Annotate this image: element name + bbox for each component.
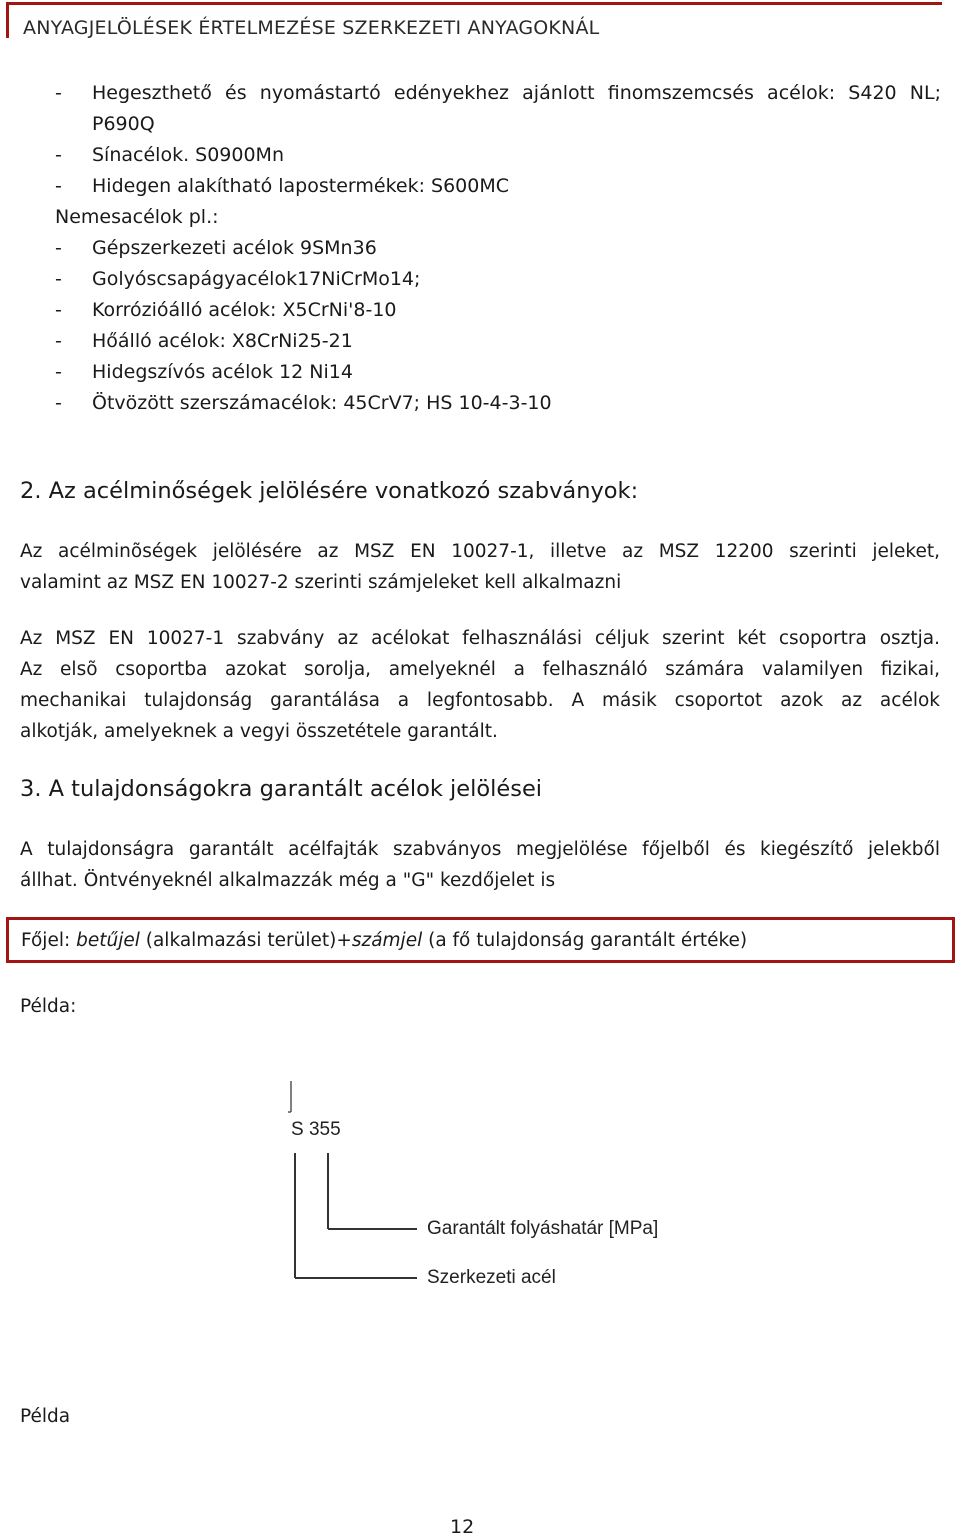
list-text-cont: P690Q (92, 113, 155, 135)
fojel-part2: (alkalmazási terület)+ (145, 930, 352, 951)
list-item (55, 357, 941, 388)
section-2-paragraph-2 (20, 623, 940, 747)
steel-list (55, 78, 941, 419)
section-3-paragraph (20, 834, 940, 896)
list-text: Korrózióálló acélok: X5CrNi'8-10 (92, 299, 397, 321)
paragraph-line: A tulajdonságra garantált acélfajták szabványos megjelölése főjelből és kiegészítő jelekből (20, 839, 940, 860)
list-dash: - (55, 392, 62, 414)
list-dash: - (55, 268, 62, 290)
nemesacelok-label: Nemesacélok pl.: (55, 206, 219, 228)
list-item (55, 78, 941, 140)
page-header (6, 2, 942, 38)
paragraph-line: Az MSZ EN 10027-1 szabvány az acélokat felhasználási céljuk szerint két csoportra osztja. (20, 628, 940, 649)
list-dash: - (55, 330, 62, 352)
paragraph-line: Az elsõ csoportba azokat sorolja, amelyeknél a felhasználó számára valamilyen fizikai, (20, 659, 940, 680)
list-item (55, 171, 941, 202)
designation-diagram (280, 1075, 700, 1305)
example-label-2: Példa (20, 1406, 71, 1427)
paragraph-line: állhat. Öntvényeknél alkalmazzák még a "G" kezdőjelet is (20, 870, 556, 891)
paragraph-line: Az acélminõségek jelölésére az MSZ EN 10027-1, illetve az MSZ 12200 szerinti jeleket, (20, 541, 940, 562)
list-text: Ötvözött szerszámacélok: 45CrV7; HS 10-4-3-10 (92, 392, 552, 414)
list-dash: - (55, 175, 62, 197)
diagram-label-yield-strength: Garantált folyáshatár [MPa] (427, 1218, 659, 1239)
list-text: Hőálló acélok: X8CrNi25-21 (92, 330, 353, 352)
fojel-colon: : (63, 930, 71, 951)
fojel-definition-box (6, 917, 955, 963)
paragraph-line: alkotják, amelyeknek a vegyi összetétele garantált. (20, 721, 498, 742)
section-2-paragraph-1 (20, 536, 940, 598)
list-text: Gépszerkezeti acélok 9SMn36 (92, 237, 377, 259)
list-item (55, 233, 941, 264)
list-text: Hidegen alakítható lapostermékek: S600MC (92, 175, 510, 197)
header-title: ANYAGJELÖLÉSEK ÉRTELMEZÉSE SZERKEZETI ANYAGOKNÁL (23, 17, 600, 39)
betujel-term: betűjel (76, 930, 140, 951)
example-label: Példa: (20, 996, 77, 1017)
list-text: Golyóscsapágyacélok17NiCrMo14; (92, 268, 421, 290)
list-item (55, 264, 941, 295)
list-item (55, 295, 941, 326)
diagram-label-structural-steel: Szerkezeti acél (427, 1267, 556, 1288)
paragraph-line: valamint az MSZ EN 10027-2 szerinti számjeleket kell alkalmazni (20, 572, 622, 593)
section-3-title: 3. A tulajdonságokra garantált acélok jelölései (20, 776, 543, 802)
paragraph-line: mechanikai tulajdonság garantálása a legfontosabb. A másik csoportot azok az acélok (20, 690, 940, 711)
list-dash: - (55, 299, 62, 321)
section-2-title: 2. Az acélminőségek jelölésére vonatkozó szabványok: (20, 478, 639, 504)
list-dash: - (55, 237, 62, 259)
list-item (55, 326, 941, 357)
list-text: Sínacélok. S0900Mn (92, 144, 284, 166)
szamjel-term: számjel (351, 930, 423, 951)
list-text: Hidegszívós acélok 12 Ni14 (92, 361, 353, 383)
page-number: 12 (450, 1516, 475, 1538)
fojel-label: Főjel (21, 930, 64, 951)
fojel-definition (21, 927, 747, 955)
list-text: Hegeszthető és nyomástartó edényekhez ajánlott finomszemcsés acélok: S420 NL; (92, 82, 941, 104)
fojel-part3: (a fő tulajdonság garantált értéke) (428, 930, 748, 951)
list-dash: - (55, 82, 62, 104)
diagram-code: S 355 (291, 1119, 341, 1140)
list-item (55, 388, 941, 419)
list-dash: - (55, 361, 62, 383)
list-dash: - (55, 144, 62, 166)
list-item (55, 140, 941, 171)
